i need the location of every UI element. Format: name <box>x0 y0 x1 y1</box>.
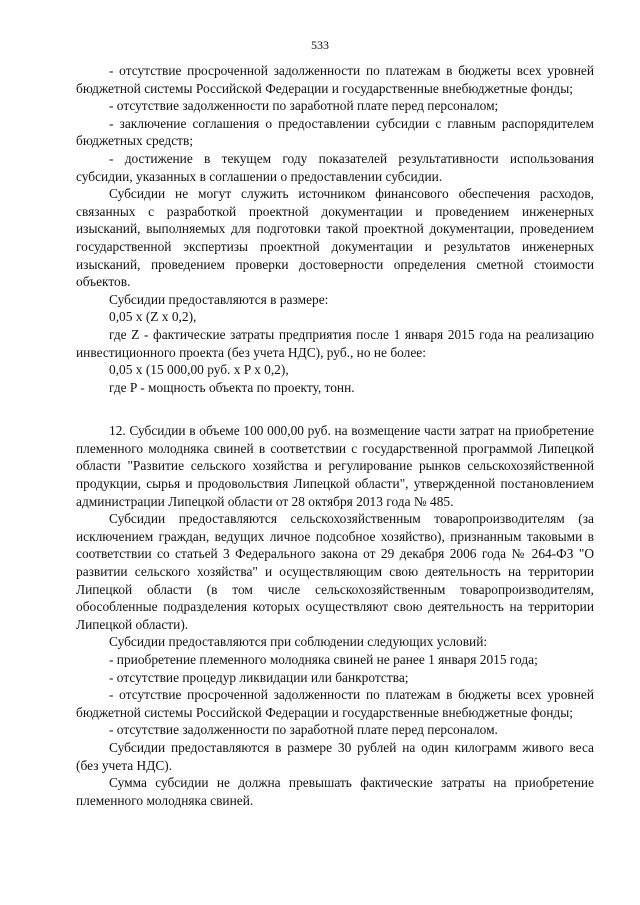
paragraph: Субсидии предоставляются в размере 30 рублей на один килограмм живого веса (без учета НДС). <box>76 739 594 773</box>
paragraph: Субсидии предоставляются сельскохозяйственным товаропроизводителям (за исключением граждан, ведущих личное подсобное хозяйство), признанным таковыми в соответствии со статьей 3 Федерального закона от 29 декабря 2006 года № 264-ФЗ "О развитии сельского хозяйства" и осуществляющим свою деятельность на территории Липецкой области (в том числе сельскохозяйственным товаропроизводителям, обособленные подразделения которых осуществляют свою деятельность на территории Липецкой области). <box>76 511 594 632</box>
paragraph: - отсутствие просроченной задолженности по платежам в бюджеты всех уровней бюджетной системы Российской Федерации и государственные внебюджетные фонды; <box>76 63 594 96</box>
paragraph: Субсидии не могут служить источником финансового обеспечения расходов, связанных с разработкой проектной документации и проведением инженерных изысканий, выполняемых для подготовки такой проектной документации, проведением государственной экспертизы проектной документации и результатов инженерных изысканий, проведением проверки достоверности определения сметной стоимости объектов. <box>76 186 594 290</box>
formula: 0,05 х (15 000,00 руб. х P х 0,2), <box>109 362 289 378</box>
paragraph: - отсутствие задолженности по заработной плате перед персоналом; <box>109 98 499 114</box>
paragraph: где Z - фактические затраты предприятия после 1 января 2015 года на реализацию инвестиционного проекта (без учета НДС), руб., но не более: <box>76 326 594 360</box>
page-number: 533 <box>311 38 329 52</box>
document-body <box>76 62 594 809</box>
paragraph: - достижение в текущем году показателей результативности использования субсидии, указанных в соглашении о предоставлении субсидии. <box>76 150 594 184</box>
paragraph: где P - мощность объекта по проекту, тонн. <box>109 379 355 395</box>
section-heading-paragraph: 12. Субсидии в объеме 100 000,00 руб. на возмещение части затрат на приобретение племенного молодняка свиней в соответствии с государственной программой Липецкой области "Развитие сельского хозяйства и регулирование рынков сельскохозяйственной продукции, сырья и продовольствия Липецкой области", утвержденной постановлением администрации Липецкой области от 28 октября 2013 года № 485. <box>76 423 594 509</box>
paragraph: - отсутствие просроченной задолженности по платежам в бюджеты всех уровней бюджетной системы Российской Федерации и государственные внебюджетные фонды; <box>76 687 594 720</box>
paragraph: Сумма субсидии не должна превышать фактические затраты на приобретение племенного молодняка свиней. <box>76 775 594 808</box>
paragraph: - отсутствие процедур ликвидации или банкротства; <box>109 669 409 685</box>
paragraph: Субсидии предоставляются при соблюдении следующих условий: <box>109 634 488 650</box>
section-gap <box>76 396 594 422</box>
paragraph: - отсутствие задолженности по заработной плате перед персоналом. <box>109 722 498 738</box>
formula: 0,05 х (Z х 0,2), <box>109 309 197 325</box>
paragraph: Субсидии предоставляются в размере: <box>109 291 329 307</box>
paragraph: - заключение соглашения о предоставлении субсидии с главным распорядителем бюджетных средств; <box>76 115 594 149</box>
paragraph: - приобретение племенного молодняка свиней не ранее 1 января 2015 года; <box>109 652 538 667</box>
